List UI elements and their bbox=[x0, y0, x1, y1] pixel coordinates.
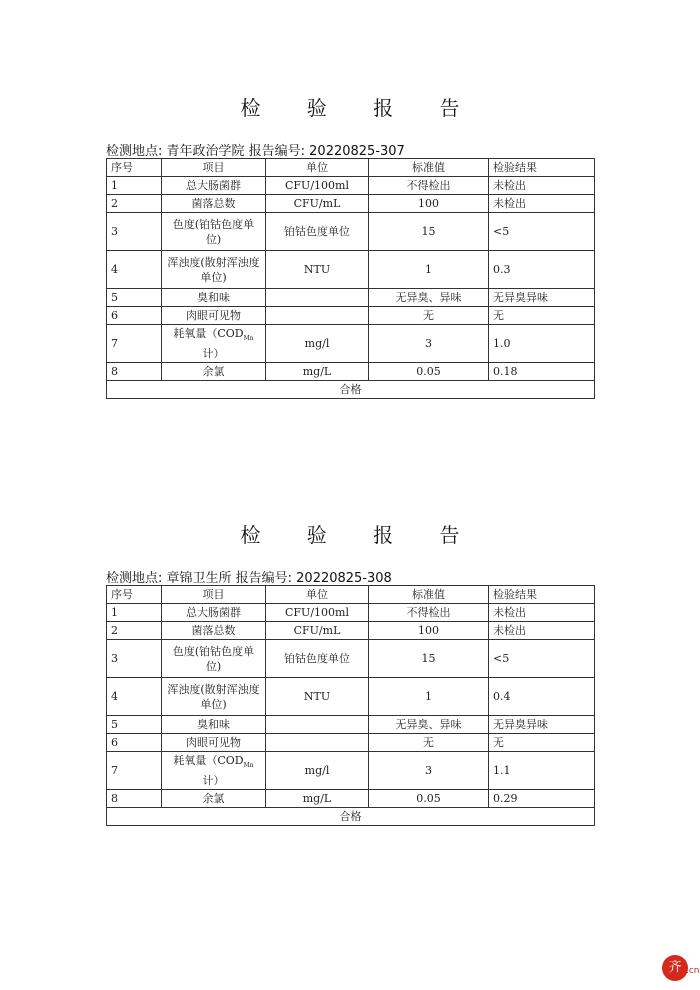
item-standard: 不得检出 bbox=[369, 604, 489, 622]
table-row bbox=[107, 734, 595, 752]
item-result: 无异臭异味 bbox=[489, 716, 595, 734]
row-index: 2 bbox=[107, 622, 162, 640]
row-index: 8 bbox=[107, 363, 162, 381]
header-cell: 项目 bbox=[162, 159, 266, 177]
item-result: 1.1 bbox=[489, 752, 595, 790]
table-row bbox=[107, 177, 595, 195]
row-index: 1 bbox=[107, 177, 162, 195]
table-row bbox=[107, 251, 595, 289]
row-index: 7 bbox=[107, 752, 162, 790]
item-standard: 0.05 bbox=[369, 790, 489, 808]
item-name: 余氯 bbox=[162, 790, 266, 808]
item-unit: 铂钴色度单位 bbox=[266, 640, 369, 678]
row-index: 2 bbox=[107, 195, 162, 213]
item-result: <5 bbox=[489, 213, 595, 251]
item-unit bbox=[266, 734, 369, 752]
item-result: 未检出 bbox=[489, 177, 595, 195]
report-meta: 检测地点: 青年政治学院 报告编号: 20220825-307 bbox=[106, 144, 405, 159]
item-result: 未检出 bbox=[489, 622, 595, 640]
item-result: 1.0 bbox=[489, 325, 595, 363]
item-unit: CFU/100ml bbox=[266, 604, 369, 622]
watermark-logo: 齐 bbox=[662, 955, 688, 981]
item-result: 未检出 bbox=[489, 195, 595, 213]
item-unit bbox=[266, 716, 369, 734]
conclusion-row bbox=[107, 381, 595, 399]
item-standard: 3 bbox=[369, 752, 489, 790]
item-standard: 无 bbox=[369, 307, 489, 325]
table-row bbox=[107, 790, 595, 808]
row-index: 6 bbox=[107, 307, 162, 325]
item-unit: CFU/mL bbox=[266, 195, 369, 213]
item-name: 肉眼可见物 bbox=[162, 734, 266, 752]
item-result: 未检出 bbox=[489, 604, 595, 622]
item-standard: 100 bbox=[369, 195, 489, 213]
row-index: 5 bbox=[107, 716, 162, 734]
row-index: 3 bbox=[107, 640, 162, 678]
item-result: 无异臭异味 bbox=[489, 289, 595, 307]
item-name: 肉眼可见物 bbox=[162, 307, 266, 325]
item-name: 浑浊度(散射浑浊度单位) bbox=[162, 251, 266, 289]
item-result: 无 bbox=[489, 307, 595, 325]
header-cell: 检验结果 bbox=[489, 586, 595, 604]
header-cell: 单位 bbox=[266, 159, 369, 177]
row-index: 1 bbox=[107, 604, 162, 622]
row-index: 5 bbox=[107, 289, 162, 307]
item-name-subscript: Mn bbox=[243, 335, 254, 343]
header-cell: 标准值 bbox=[369, 159, 489, 177]
item-name-end: 计） bbox=[202, 347, 225, 361]
item-result: <5 bbox=[489, 640, 595, 678]
item-standard: 15 bbox=[369, 640, 489, 678]
item-name: 菌落总数 bbox=[162, 195, 266, 213]
item-name: 臭和味 bbox=[162, 289, 266, 307]
item-unit: NTU bbox=[266, 251, 369, 289]
header-cell: 序号 bbox=[107, 159, 162, 177]
item-standard: 1 bbox=[369, 251, 489, 289]
row-index: 6 bbox=[107, 734, 162, 752]
item-standard: 无异臭、异味 bbox=[369, 716, 489, 734]
item-name: 总大肠菌群 bbox=[162, 177, 266, 195]
header-cell: 标准值 bbox=[369, 586, 489, 604]
item-name bbox=[162, 325, 266, 363]
item-name: 菌落总数 bbox=[162, 622, 266, 640]
table-row bbox=[107, 195, 595, 213]
item-unit: mg/l bbox=[266, 752, 369, 790]
item-name: 总大肠菌群 bbox=[162, 604, 266, 622]
item-unit: CFU/mL bbox=[266, 622, 369, 640]
table-row bbox=[107, 307, 595, 325]
item-unit: mg/L bbox=[266, 790, 369, 808]
table-header-row bbox=[107, 586, 595, 604]
table-row bbox=[107, 716, 595, 734]
item-standard: 无 bbox=[369, 734, 489, 752]
item-unit: 铂钴色度单位 bbox=[266, 213, 369, 251]
header-cell: 项目 bbox=[162, 586, 266, 604]
row-index: 3 bbox=[107, 213, 162, 251]
row-index: 8 bbox=[107, 790, 162, 808]
item-name-end: 计） bbox=[202, 774, 225, 788]
item-name-text: 耗氧量（COD bbox=[173, 753, 244, 767]
report-meta: 检测地点: 章锦卫生所 报告编号: 20220825-308 bbox=[106, 571, 392, 586]
item-result: 无 bbox=[489, 734, 595, 752]
item-unit: NTU bbox=[266, 678, 369, 716]
item-result: 0.3 bbox=[489, 251, 595, 289]
item-name: 色度(铂钴色度单位) bbox=[162, 213, 266, 251]
item-result: 0.4 bbox=[489, 678, 595, 716]
item-unit: CFU/100ml bbox=[266, 177, 369, 195]
item-name: 浑浊度(散射浑浊度单位) bbox=[162, 678, 266, 716]
row-index: 4 bbox=[107, 251, 162, 289]
item-unit: mg/l bbox=[266, 325, 369, 363]
conclusion-row bbox=[107, 808, 595, 826]
report-table bbox=[106, 585, 595, 826]
item-name: 臭和味 bbox=[162, 716, 266, 734]
item-result: 0.29 bbox=[489, 790, 595, 808]
row-index: 4 bbox=[107, 678, 162, 716]
item-name bbox=[162, 752, 266, 790]
table-row bbox=[107, 622, 595, 640]
item-standard: 100 bbox=[369, 622, 489, 640]
report-title: 检 验 报 告 bbox=[240, 96, 480, 120]
row-index: 7 bbox=[107, 325, 162, 363]
header-cell: 序号 bbox=[107, 586, 162, 604]
conclusion-cell: 合格 bbox=[107, 808, 595, 826]
report-title: 检 验 报 告 bbox=[240, 523, 480, 547]
header-cell: 单位 bbox=[266, 586, 369, 604]
item-unit bbox=[266, 307, 369, 325]
table-row bbox=[107, 678, 595, 716]
item-name: 色度(铂钴色度单位) bbox=[162, 640, 266, 678]
report-table bbox=[106, 158, 595, 399]
item-result: 0.18 bbox=[489, 363, 595, 381]
table-row bbox=[107, 752, 595, 790]
table-header-row bbox=[107, 159, 595, 177]
item-unit bbox=[266, 289, 369, 307]
watermark-suffix: .cn bbox=[686, 966, 700, 976]
item-standard: 15 bbox=[369, 213, 489, 251]
item-standard: 1 bbox=[369, 678, 489, 716]
table-row bbox=[107, 363, 595, 381]
item-name: 余氯 bbox=[162, 363, 266, 381]
table-row bbox=[107, 604, 595, 622]
table-row bbox=[107, 640, 595, 678]
conclusion-cell: 合格 bbox=[107, 381, 595, 399]
table-row bbox=[107, 213, 595, 251]
item-standard: 0.05 bbox=[369, 363, 489, 381]
item-unit: mg/L bbox=[266, 363, 369, 381]
table-row bbox=[107, 289, 595, 307]
item-standard: 不得检出 bbox=[369, 177, 489, 195]
item-name-subscript: Mn bbox=[243, 762, 254, 770]
table-row bbox=[107, 325, 595, 363]
item-standard: 3 bbox=[369, 325, 489, 363]
item-name-text: 耗氧量（COD bbox=[173, 326, 244, 340]
item-standard: 无异臭、异味 bbox=[369, 289, 489, 307]
header-cell: 检验结果 bbox=[489, 159, 595, 177]
